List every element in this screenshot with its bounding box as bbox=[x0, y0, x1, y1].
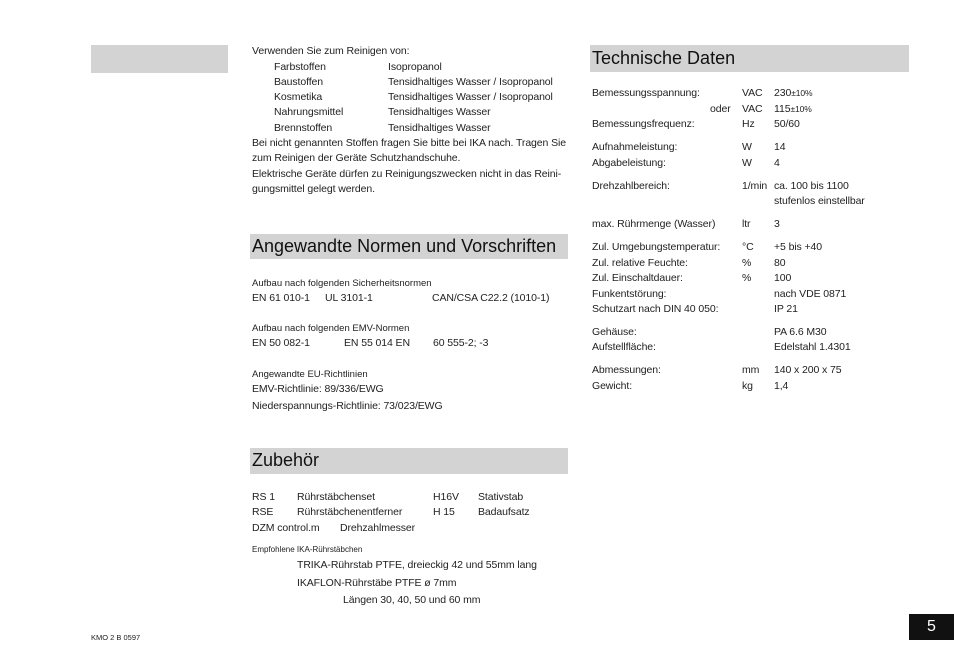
emv-norm: EN 55 014 EN bbox=[344, 337, 410, 349]
cleaning-agent: Isopropanol bbox=[388, 61, 442, 73]
cleaning-substance: Farbstoffen bbox=[274, 61, 326, 73]
tech-unit: VAC bbox=[742, 87, 763, 99]
emv-norm: EN 50 082-1 bbox=[252, 337, 310, 349]
zubehoer-heading: Zubehör bbox=[250, 448, 568, 474]
tech-value: +5 bis +40 bbox=[774, 241, 823, 253]
accessory-name: Stativstab bbox=[478, 491, 524, 503]
tech-unit: kg bbox=[742, 380, 753, 392]
tech-unit: W bbox=[742, 141, 752, 153]
tech-value: 4 bbox=[774, 157, 780, 169]
cleaning-agent: Tensidhaltiges Wasser / Isopropanol bbox=[388, 76, 553, 88]
tech-label: Aufstellfläche: bbox=[592, 341, 656, 353]
accessory-code: H16V bbox=[433, 491, 459, 503]
accessory-name: Drehzahlmesser bbox=[340, 522, 416, 534]
tech-label: Abmessungen: bbox=[592, 364, 661, 376]
tech-value: 100 bbox=[774, 272, 792, 284]
tech-label: Zul. Einschaltdauer: bbox=[592, 272, 683, 284]
tech-label: Bemessungsspannung: bbox=[592, 87, 700, 99]
safety-norm: CAN/CSA C22.2 (1010-1) bbox=[432, 292, 550, 304]
emv-intro: Aufbau nach folgenden EMV-Normen bbox=[252, 323, 410, 334]
tech-label: Gewicht: bbox=[592, 380, 633, 392]
tech-label: Bemessungsfrequenz: bbox=[592, 118, 695, 130]
tech-value: ca. 100 bis 1100 bbox=[774, 180, 849, 192]
tech-value: 230±10% bbox=[774, 87, 813, 99]
tech-label: Zul. Umgebungstemperatur: bbox=[592, 241, 721, 253]
tech-heading: Technische Daten bbox=[590, 45, 909, 72]
tech-unit: % bbox=[742, 272, 752, 284]
accessory-name: Rührstäbchenentferner bbox=[297, 506, 403, 518]
tech-unit: W bbox=[742, 157, 752, 169]
cleaning-substance: Baustoffen bbox=[274, 76, 324, 88]
cleaning-substance: Kosmetika bbox=[274, 91, 323, 103]
tech-value: 3 bbox=[774, 218, 780, 230]
cleaning-paragraph-line: Elektrische Geräte dürfen zu Reinigungszwecken nicht in das Reini- bbox=[252, 168, 562, 180]
cleaning-intro: Verwenden Sie zum Reinigen von: bbox=[252, 45, 410, 57]
accessory-code: RSE bbox=[252, 506, 274, 518]
cleaning-substance: Brennstoffen bbox=[274, 122, 333, 134]
emv-norm: 60 555-2; -3 bbox=[433, 337, 489, 349]
eu-intro: Angewandte EU-Richtlinien bbox=[252, 369, 368, 380]
tech-unit: 1/min bbox=[742, 180, 768, 192]
tech-unit: °C bbox=[742, 241, 754, 253]
tech-label: Zul. relative Feuchte: bbox=[592, 257, 688, 269]
tech-unit: mm bbox=[742, 364, 760, 376]
tech-label: Funkentstörung: bbox=[592, 288, 667, 300]
tech-label: Gehäuse: bbox=[592, 326, 637, 338]
tech-value: stufenlos einstellbar bbox=[774, 195, 865, 207]
page-number: 5 bbox=[909, 614, 954, 640]
accessory-code: H 15 bbox=[433, 506, 455, 518]
cleaning-paragraph-line: gungsmittel gelegt werden. bbox=[252, 183, 375, 195]
tech-label: Schutzart nach DIN 40 050: bbox=[592, 303, 719, 315]
ikaflon-line: IKAFLON-Rührstäbe PTFE ø 7mm bbox=[297, 577, 457, 589]
cleaning-agent: Tensidhaltiges Wasser bbox=[388, 122, 491, 134]
tech-unit: Hz bbox=[742, 118, 755, 130]
accessory-code: DZM control.m bbox=[252, 522, 320, 534]
tech-value: nach VDE 0871 bbox=[774, 288, 847, 300]
cleaning-substance: Nahrungsmittel bbox=[274, 106, 344, 118]
trika-line: TRIKA-Rührstab PTFE, dreieckig 42 und 55mm lang bbox=[297, 559, 537, 571]
safety-norm: EN 61 010-1 bbox=[252, 292, 310, 304]
cleaning-paragraph-line: Bei nicht genannten Stoffen fragen Sie bitte bei IKA nach. Tragen Sie bbox=[252, 137, 566, 149]
cleaning-paragraph-line: zum Reinigen der Geräte Schutzhandschuhe. bbox=[252, 152, 461, 164]
margin-gray-block bbox=[91, 45, 228, 73]
tech-value: 1,4 bbox=[774, 380, 789, 392]
tech-value: Edelstahl 1.4301 bbox=[774, 341, 851, 353]
eu-directive: EMV-Richtlinie: 89/336/EWG bbox=[252, 383, 384, 395]
document-code: KMO 2 B 0597 bbox=[91, 633, 141, 642]
tech-value: 140 x 200 x 75 bbox=[774, 364, 842, 376]
tech-value: 80 bbox=[774, 257, 786, 269]
accessory-name: Badaufsatz bbox=[478, 506, 530, 518]
normen-heading: Angewandte Normen und Vorschriften bbox=[250, 234, 568, 259]
tech-label: oder bbox=[710, 103, 731, 115]
tech-label: Aufnahmeleistung: bbox=[592, 141, 678, 153]
tech-value: 50/60 bbox=[774, 118, 800, 130]
tech-label: Drehzahlbereich: bbox=[592, 180, 670, 192]
eu-directive: Niederspannungs-Richtlinie: 73/023/EWG bbox=[252, 400, 443, 412]
tech-value: 115±10% bbox=[774, 103, 812, 115]
tech-label: Abgabeleistung: bbox=[592, 157, 666, 169]
tech-unit: ltr bbox=[742, 218, 751, 230]
lengths-line: Längen 30, 40, 50 und 60 mm bbox=[343, 594, 481, 606]
cleaning-agent: Tensidhaltiges Wasser / Isopropanol bbox=[388, 91, 553, 103]
safety-intro: Aufbau nach folgenden Sicherheitsnormen bbox=[252, 278, 432, 289]
accessory-code: RS 1 bbox=[252, 491, 275, 503]
recommended-heading: Empfohlene IKA-Rührstäbchen bbox=[252, 545, 363, 554]
tech-unit: % bbox=[742, 257, 752, 269]
tech-label: max. Rührmenge (Wasser) bbox=[592, 218, 716, 230]
tech-value: 14 bbox=[774, 141, 786, 153]
safety-norm: UL 3101-1 bbox=[325, 292, 373, 304]
tech-value: PA 6.6 M30 bbox=[774, 326, 827, 338]
tech-value: IP 21 bbox=[774, 303, 798, 315]
accessory-name: Rührstäbchenset bbox=[297, 491, 375, 503]
tech-unit: VAC bbox=[742, 103, 763, 115]
cleaning-agent: Tensidhaltiges Wasser bbox=[388, 106, 491, 118]
